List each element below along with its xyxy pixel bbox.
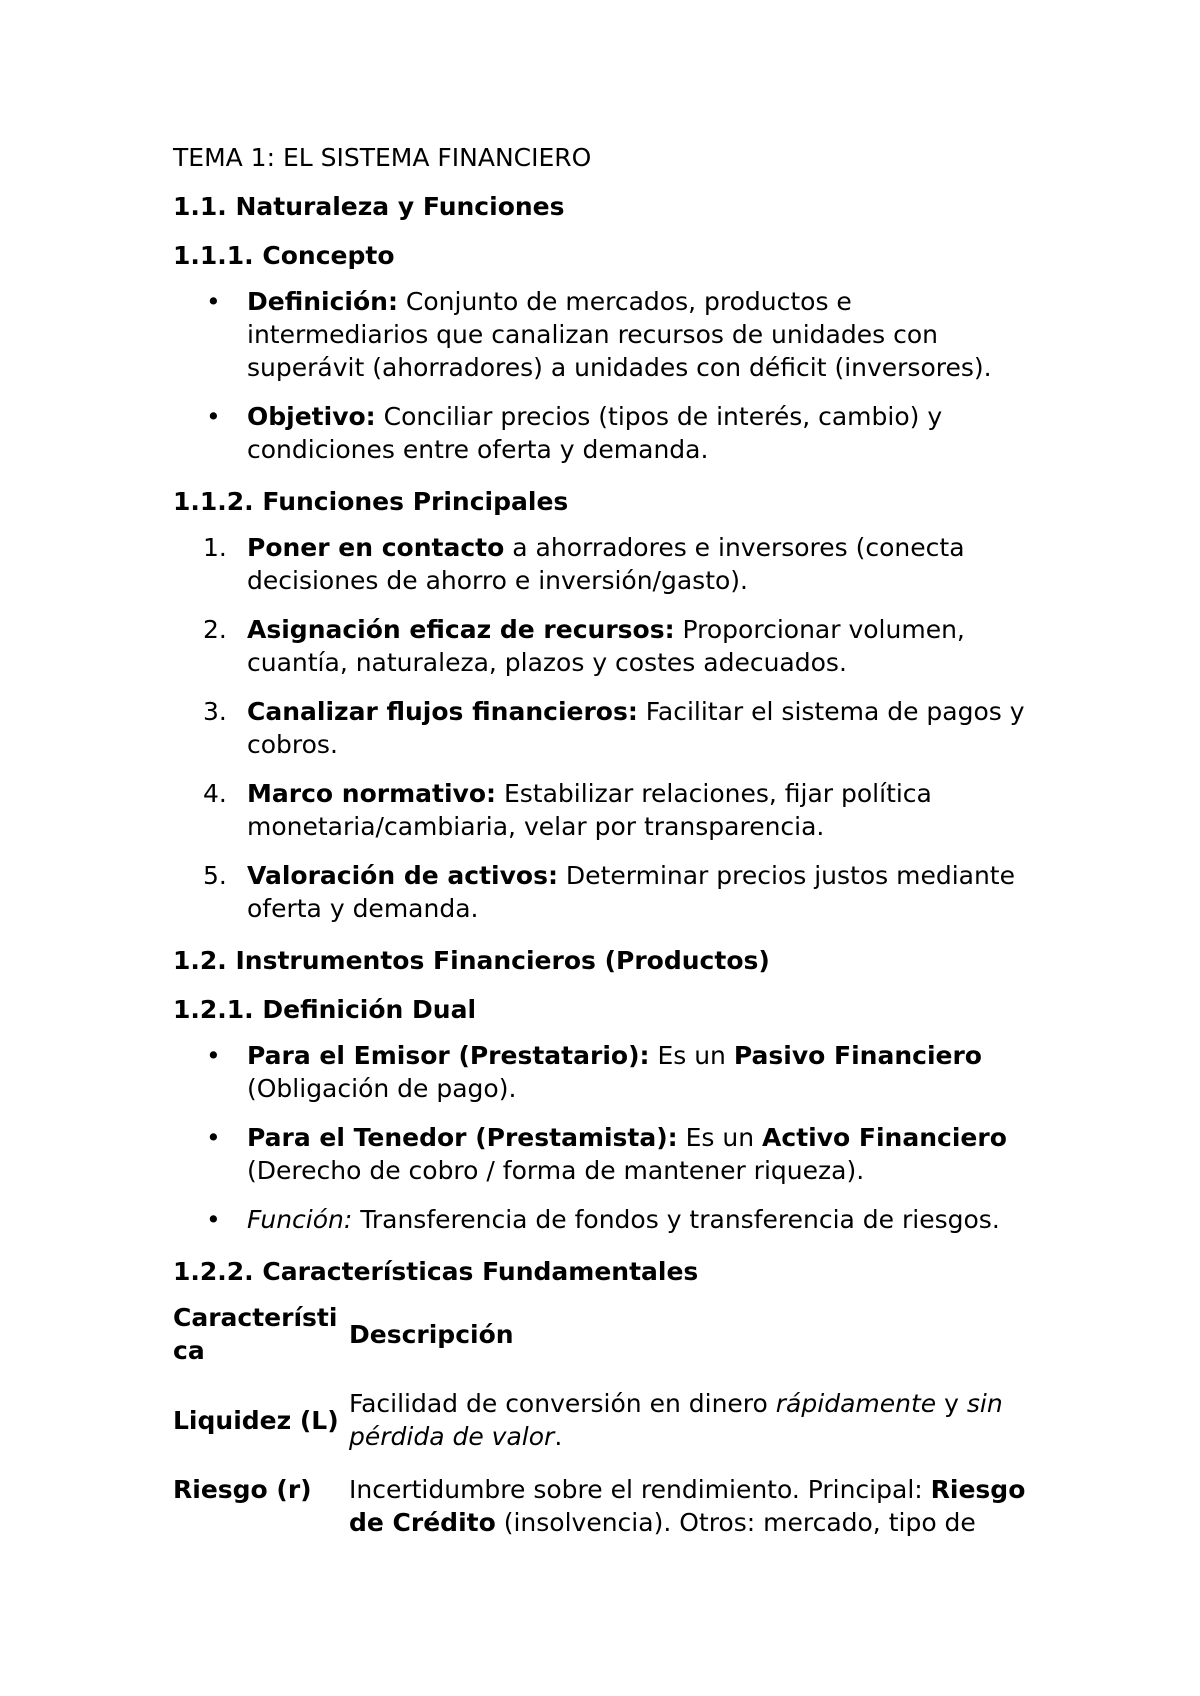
table-cell: Incertidumbre sobre el rendimiento. Principal: Riesgo de Crédito (insolvencia). Otros: mercado, tipo de — [349, 1475, 1026, 1537]
list-item: • Definición: Conjunto de mercados, productos e intermediarios que canalizan recursos de unidades con superávit (ahorradores) a unidades con déficit (inversores). — [206, 287, 992, 382]
list-number: 4. — [203, 779, 227, 808]
list-item: • Para el Tenedor (Prestamista): Es un Activo Financiero (Derecho de cobro / forma de mantener riqueza). — [206, 1123, 1007, 1185]
column-header: Característi ca — [173, 1303, 338, 1365]
table-row — [173, 1473, 1033, 1559]
section-heading-1-2: 1.2. Instrumentos Financieros (Productos) — [173, 946, 770, 975]
table-cell: Liquidez (L) — [173, 1405, 339, 1435]
list-item: 3. Canalizar flujos financieros: Facilitar el sistema de pagos y cobros. — [203, 697, 1025, 759]
bullet-icon: • — [206, 287, 221, 316]
table-row — [173, 1387, 1033, 1473]
bullet-icon: • — [206, 1123, 221, 1152]
list-number: 5. — [203, 861, 227, 890]
document-title: TEMA 1: EL SISTEMA FINANCIERO — [173, 143, 592, 172]
list-item: 1. Poner en contacto a ahorradores e inversores (conecta decisiones de ahorro e inversión/gasto). — [203, 533, 965, 595]
table-cell: Facilidad de conversión en dinero rápidamente y sin pérdida de valor. — [349, 1389, 1003, 1451]
document-page — [173, 138, 1033, 1559]
list-item: • Función: Transferencia de fondos y transferencia de riesgos. — [206, 1205, 1000, 1234]
table-header-row — [173, 1301, 1033, 1387]
column-header: Descripción — [349, 1319, 514, 1349]
bullet-icon: • — [206, 1205, 221, 1234]
definicion-dual-list — [173, 1039, 1033, 1236]
list-number: 3. — [203, 697, 227, 726]
bullet-icon: • — [206, 402, 221, 431]
caracteristicas-table — [173, 1301, 1033, 1559]
list-item: 2. Asignación eficaz de recursos: Proporcionar volumen, cuantía, naturaleza, plazos y costes adecuados. — [203, 615, 965, 677]
list-item: • Para el Emisor (Prestatario): Es un Pasivo Financiero (Obligación de pago). — [206, 1041, 982, 1103]
concepto-list — [173, 285, 1033, 466]
section-heading-1-1-2: 1.1.2. Funciones Principales — [173, 487, 569, 516]
section-heading-1-2-1: 1.2.1. Definición Dual — [173, 995, 477, 1024]
bullet-icon: • — [206, 1041, 221, 1070]
list-item: 4. Marco normativo: Estabilizar relaciones, fijar política monetaria/cambiaria, velar por transparencia. — [203, 779, 932, 841]
list-number: 1. — [203, 533, 227, 562]
list-number: 2. — [203, 615, 227, 644]
list-item: 5. Valoración de activos: Determinar precios justos mediante oferta y demanda. — [203, 861, 1015, 923]
funciones-list — [173, 531, 1033, 925]
section-heading-1-1: 1.1. Naturaleza y Funciones — [173, 192, 565, 221]
table-cell: Riesgo (r) — [173, 1475, 312, 1504]
section-heading-1-2-2: 1.2.2. Características Fundamentales — [173, 1257, 699, 1286]
list-item: • Objetivo: Conciliar precios (tipos de interés, cambio) y condiciones entre oferta y demanda. — [206, 402, 943, 464]
section-heading-1-1-1: 1.1.1. Concepto — [173, 241, 395, 270]
